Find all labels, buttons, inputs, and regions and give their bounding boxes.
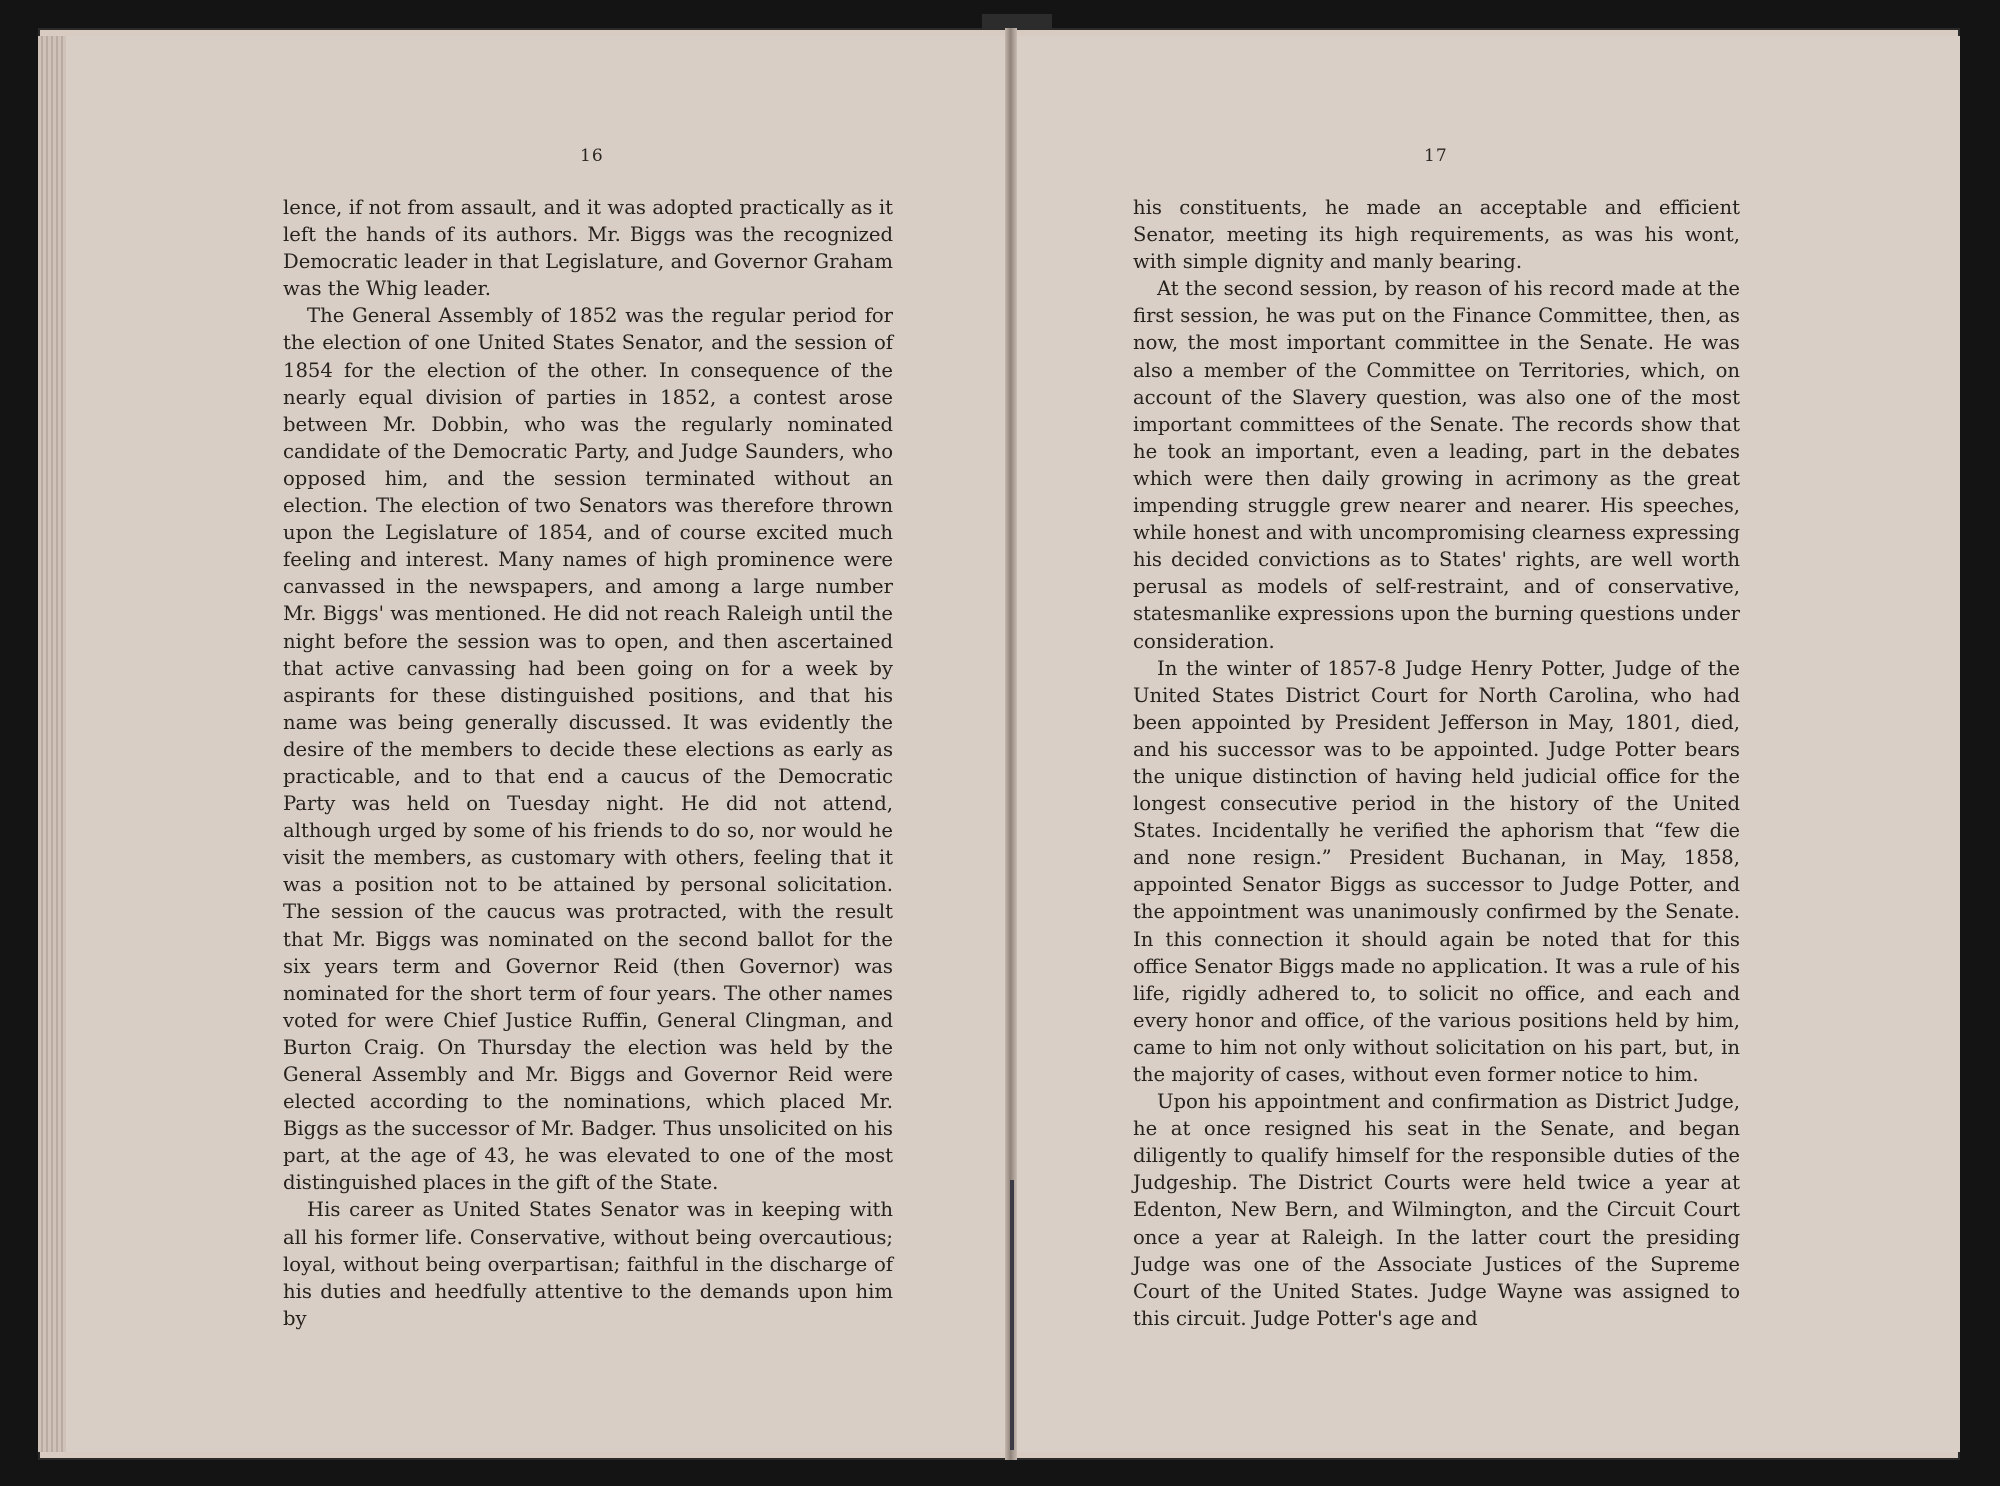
left-page-text: [283, 194, 893, 1332]
right-paragraph: Upon his appointment and confirmation as District Judge, he at once resigned his seat in the Senate, and began diligently to qualify himself for the responsible duties of the Judgeship. The District Courts were held twice a year at Edenton, New Bern, and Wilmington, and the Circuit Court once a year at Raleigh. In the latter court the presiding Judge was one of the Associate Justices of the Supreme Court of the United States. Judge Wayne was assigned to this circuit. Judge Potter's age and: [1133, 1090, 1740, 1330]
right-paragraph: In the winter of 1857-8 Judge Henry Potter, Judge of the United States District Court for North Carolina, who had been appointed by President Jefferson in May, 1801, died, and his successor was to be appointed. Judge Potter bears the unique distinction of having held judicial office for the longest consecutive period in the history of the United States. Incidentally he verified the aphorism that “few die and none resign.” President Buchanan, in May, 1858, appointed Senator Biggs as successor to Judge Potter, and the appointment was unanimously confirmed by the Senate. In this connection it should again be noted that for this office Senator Biggs made no application. It was a rule of his life, rigidly adhered to, to solicit no office, and each and every honor and office, of the various positions held by him, came to him not only without solicitation on his part, but, in the majority of cases, without even former notice to him.: [1133, 656, 1740, 1086]
binding-tab: [982, 14, 1052, 30]
left-paragraph: The General Assembly of 1852 was the regular period for the election of one United States Senator, and the session of 1854 for the election of the other. In consequence of the nearly equal division of parties in 1852, a contest arose between Mr. Dobbin, who was the regularly nominated candidate of the Democratic Party, and Judge Saunders, who opposed him, and the session terminated without an election. The election of two Senators was therefore thrown upon the Legislature of 1854, and of course excited much feeling and interest. Many names of high prominence were canvassed in the newspapers, and among a large number Mr. Biggs' was mentioned. He did not reach Raleigh until the night before the session was to open, and then ascertained that active canvassing had been going on for a week by aspirants for these distinguished positions, and that his name was being generally discussed. It was evidently the desire of the members to decide these elections as early as practicable, and to that end a caucus of the Democratic Party was held on Tuesday night. He did not attend, although urged by some of his friends to do so, nor would he visit the members, as customary with others, feeling that it was a position not to be attained by personal solicitation. The session of the caucus was protracted, with the result that Mr. Biggs was nominated on the second ballot for the six years term and Governor Reid (then Governor) was nominated for the short term of four years. The other names voted for were Chief Justice Ruffin, General Clingman, and Burton Craig. On Thursday the election was held by the General Assembly and Mr. Biggs and Governor Reid were elected according to the nominations, which placed Mr. Biggs as the successor of Mr. Badger. Thus unsolicited on his part, at the age of 43, he was elevated to one of the most distinguished places in the gift of the State.: [283, 304, 893, 1195]
binding-thread: [1010, 1180, 1014, 1450]
left-page-number: 16: [580, 146, 604, 166]
right-page-text: [1133, 194, 1740, 1332]
right-paragraph: At the second session, by reason of his record made at the first session, he was put on the Finance Committee, then, as now, the most important committee in the Senate. He was also a member of the Committee on Territories, which, on account of the Slavery question, was also one of the most important committees of the Senate. The records show that he took an important, even a leading, part in the debates which were then daily growing in acrimony as the great impending struggle grew nearer and nearer. His speeches, while honest and with uncompromising clearness expressing his decided convictions as to States' rights, are well worth perusal as models of self-restraint, and of conservative, statesmanlike expressions upon the burning questions under consideration.: [1133, 277, 1740, 653]
right-paragraph: his constituents, he made an acceptable and efficient Senator, meeting its high requirements, as was his wont, with simple dignity and manly bearing.: [1133, 196, 1740, 274]
left-paragraph: lence, if not from assault, and it was adopted practically as it left the hands of its authors. Mr. Biggs was the recognized Democratic leader in that Legislature, and Governor Graham was the Whig leader.: [283, 196, 893, 301]
right-page-number: 17: [1424, 146, 1448, 166]
page-edge-stack: [38, 36, 66, 1452]
left-paragraph: His career as United States Senator was in keeping with all his former life. Conservative, without being overcautious; loyal, without being overpartisan; faithful in the discharge of his duties and heedfully attentive to the demands upon him by: [283, 1198, 893, 1330]
